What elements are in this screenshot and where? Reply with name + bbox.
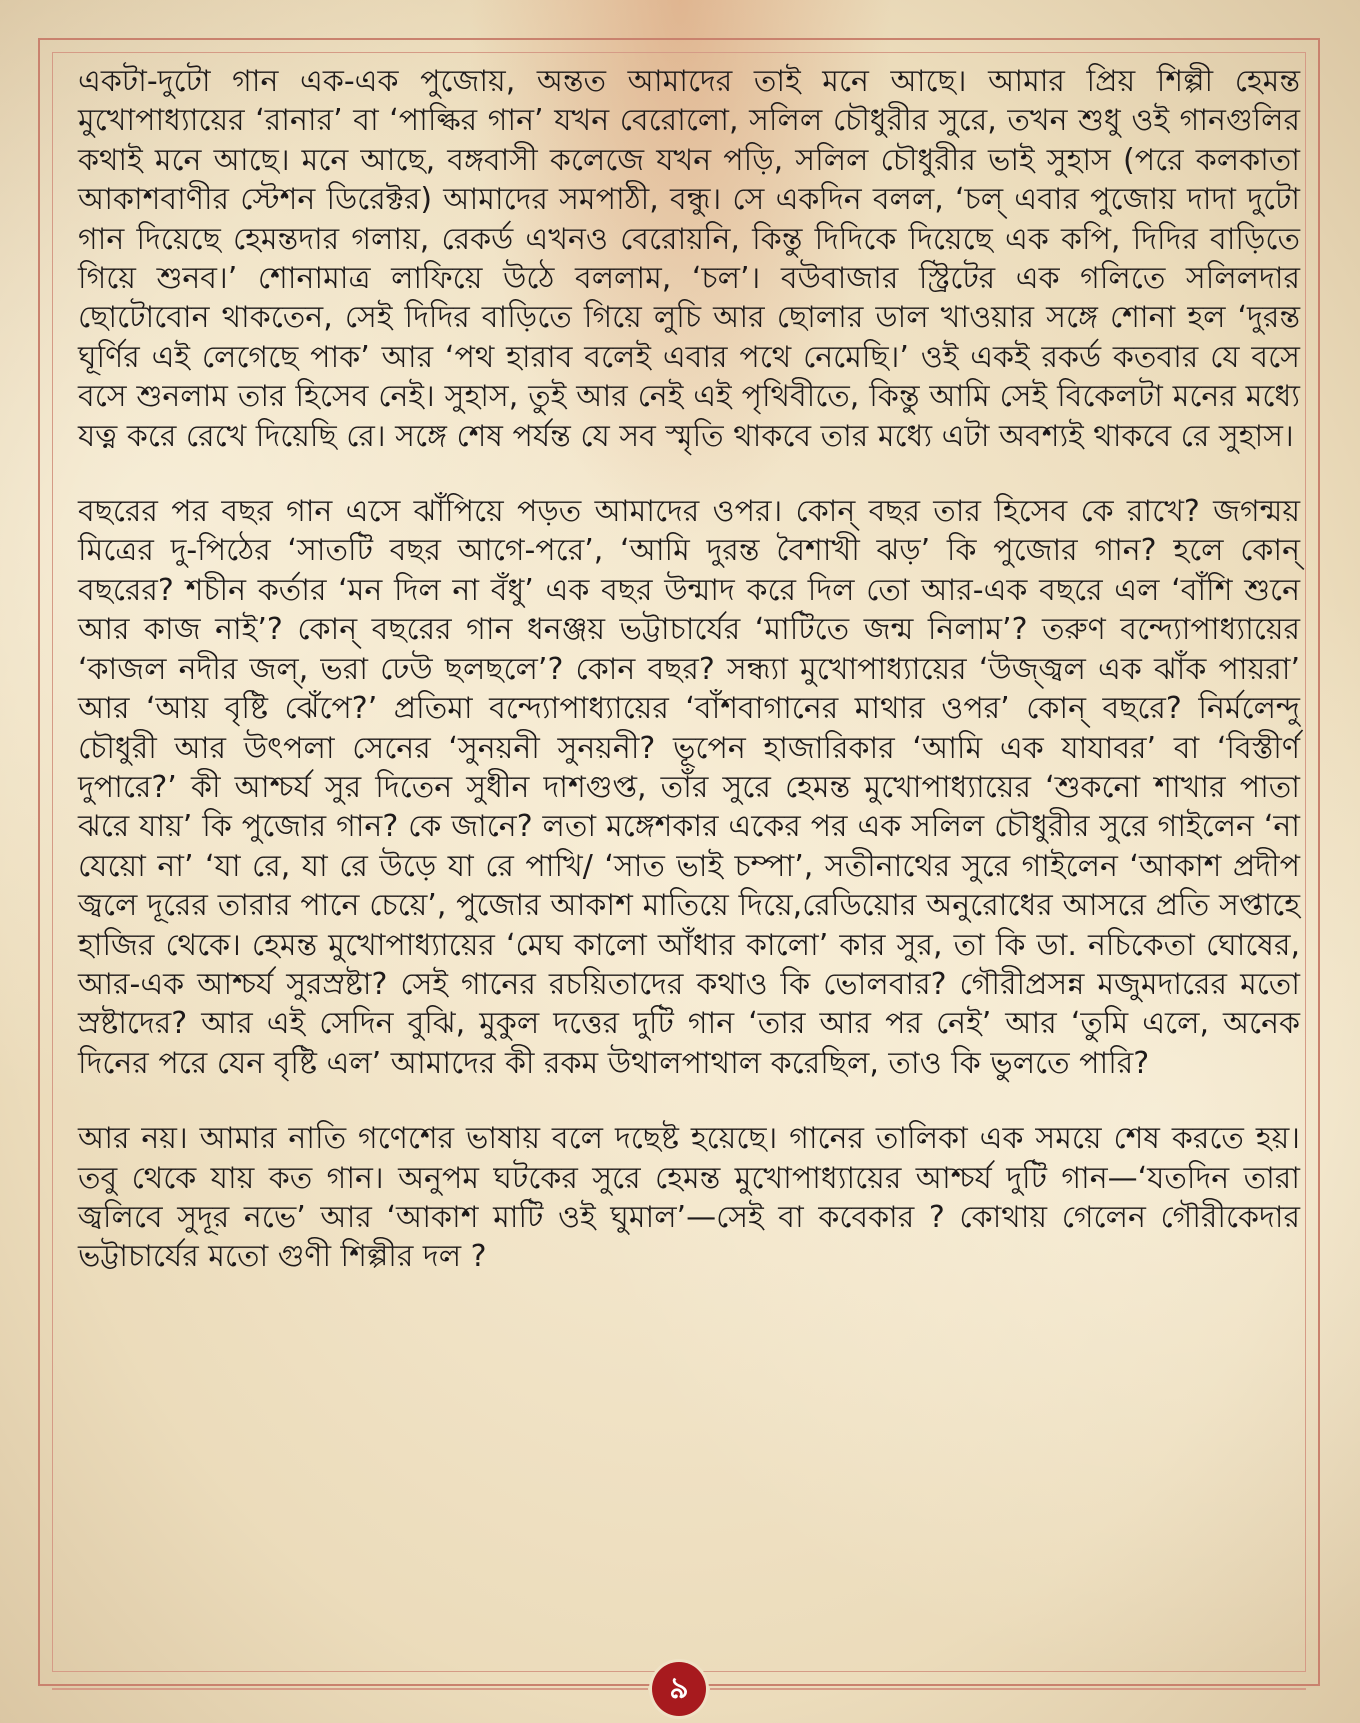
- page-number-badge: [652, 1662, 706, 1716]
- footer-rule-right: [710, 1688, 1306, 1690]
- paragraph-2: বছরের পর বছর গান এসে ঝাঁপিয়ে পড়ত আমাদের ওপর। কোন্ বছর তার হিসেব কে রাখে? জগন্ময় মিত্রের দু-পিঠের ‘সাতটি বছর আগে-পরে’, ‘আমি দুরন্ত বৈশাখী ঝড়’ কি পুজোর গান? হলে কোন্ বছরের? শচীন কর্তার ‘মন দিল না বঁধু’ এক বছর উন্মাদ করে দিল তো আর-এক বছরে এল ‘বাঁশি শুনে আর কাজ নাই’? কোন্ বছরের গান ধনঞ্জয় ভট্টাচার্যের ‘মাটিতে জন্ম নিলাম’? তরুণ বন্দ্যোপাধ্যায়ের ‘কাজল নদীর জল্, ভরা ঢেউ ছলছলে’? কোন বছর? সন্ধ্যা মুখোপাধ্যায়ের ‘উজ্জ্বল এক ঝাঁক পায়রা’ আর ‘আয় বৃষ্টি ঝেঁপে?’ প্রতিমা বন্দ্যোপাধ্যায়ের ‘বাঁশবাগানের মাথার ওপর’ কোন্ বছরে? নির্মলেন্দু চৌধুরী আর উৎপলা সেনের ‘সুনয়নী সুনয়নী? ভূপেন হাজারিকার ‘আমি এক যাযাবর’ বা ‘বিস্তীর্ণ দুপারে?’ কী আশ্চর্য সুর দিতেন সুধীন দাশগুপ্ত, তাঁর সুরে হেমন্ত মুখোপাধ্যায়ের ‘শুকনো শাখার পাতা ঝরে যায়’ কি পুজোর গান? কে জানে? লতা মঙ্গেশকার একের পর এক সলিল চৌধুরীর সুরে গাইলেন ‘না যেয়ো না’ ‘যা রে, যা রে উড়ে যা রে পাখি/ ‘সাত ভাই চম্পা’, সতীনাথের সুরে গাইলেন ‘আকাশ প্রদীপ জ্বলে দূরের তারার পানে চেয়ে’, পুজোর আকাশ মাতিয়ে দিয়ে,রেডিয়োর অনুরোধের আসরে প্রতি সপ্তাহে হাজির থেকে। হেমন্ত মুখোপাধ্যায়ের ‘মেঘ কালো আঁধার কালো’ কার সুর, তা কি ডা. নচিকেতা ঘোষের, আর-এক আশ্চর্য সুরস্রষ্টা? সেই গানের রচয়িতাদের কথাও কি ভোলবার? গৌরীপ্রসন্ন মজুমদারের মতো স্রষ্টাদের? আর এই সেদিন বুঝি, মুকুল দত্তের দুটি গান ‘তার আর পর নেই’ আর ‘তুমি এলে, অনেক দিনের পরে যেন বৃষ্টি এল’ আমাদের কী রকম উথালপাথাল করেছিল, তাও কি ভুলতে পারি?: [78, 494, 1300, 1081]
- page-number: ৯: [652, 1662, 706, 1716]
- paragraph-3: আর নয়। আমার নাতি গণেশের ভাষায় বলে দছেষ্ট হয়েছে। গানের তালিকা এক সময়ে শেষ করতে হয়। তবু থেকে যায় কত গান। অনুপম ঘটকের সুরে হেমন্ত মুখোপাধ্যায়ের আশ্চর্য দুটি গান—‘যতদিন তারা জ্বলিবে সুদূর নভে’ আর ‘আকাশ মাটি ওই ঘুমাল’—সেই বা কবেকার ? কোথায় গেলেন গৌরীকেদার ভট্টাচার্যের মতো গুণী শিল্পীর দল ?: [78, 1121, 1300, 1275]
- paragraph-1: একটা-দুটো গান এক-এক পুজোয়, অন্তত আমাদের তাই মনে আছে। আমার প্রিয় শিল্পী হেমন্ত মুখোপাধ্যায়ের ‘রানার’ বা ‘পাল্কির গান’ যখন বেরোলো, সলিল চৌধুরীর সুরে, তখন শুধু ওই গানগুলির কথাই মনে আছে। মনে আছে, বঙ্গবাসী কলেজে যখন পড়ি, সলিল চৌধুরীর ভাই সুহাস (পরে কলকাতা আকাশবাণীর স্টেশন ডিরেক্টর) আমাদের সমপাঠী, বন্ধু। সে একদিন বলল, ‘চল্ এবার পুজোয় দাদা দুটো গান দিয়েছে হেমন্তদার গলায়, রেকর্ড এখনও বেরোয়নি, কিন্তু দিদিকে দিয়েছে এক কপি, দিদির বাড়িতে গিয়ে শুনব।’ শোনামাত্র লাফিয়ে উঠে বললাম, ‘চল’। বউবাজার স্ট্রিটের এক গলিতে সলিলদার ছোটোবোন থাকতেন, সেই দিদির বাড়িতে গিয়ে লুচি আর ছোলার ডাল খাওয়ার সঙ্গে শোনা হল ‘দুরন্ত ঘূর্ণির এই লেগেছে পাক’ আর ‘পথ হারাব বলেই এবার পথে নেমেছি।’ ওই একই রকর্ড কতবার যে বসে বসে শুনলাম তার হিসেব নেই। সুহাস, তুই আর নেই এই পৃথিবীতে, কিন্তু আমি সেই বিকেলটা মনের মধ্যে যত্ন করে রেখে দিয়েছি রে। সঙ্গে শেষ পর্যন্ত যে সব স্মৃতি থাকবে তার মধ্যে এটা অবশ্যই থাকবে রে সুহাস।: [78, 64, 1300, 454]
- footer-rule-left: [52, 1688, 648, 1690]
- article-body: [78, 62, 1300, 1313]
